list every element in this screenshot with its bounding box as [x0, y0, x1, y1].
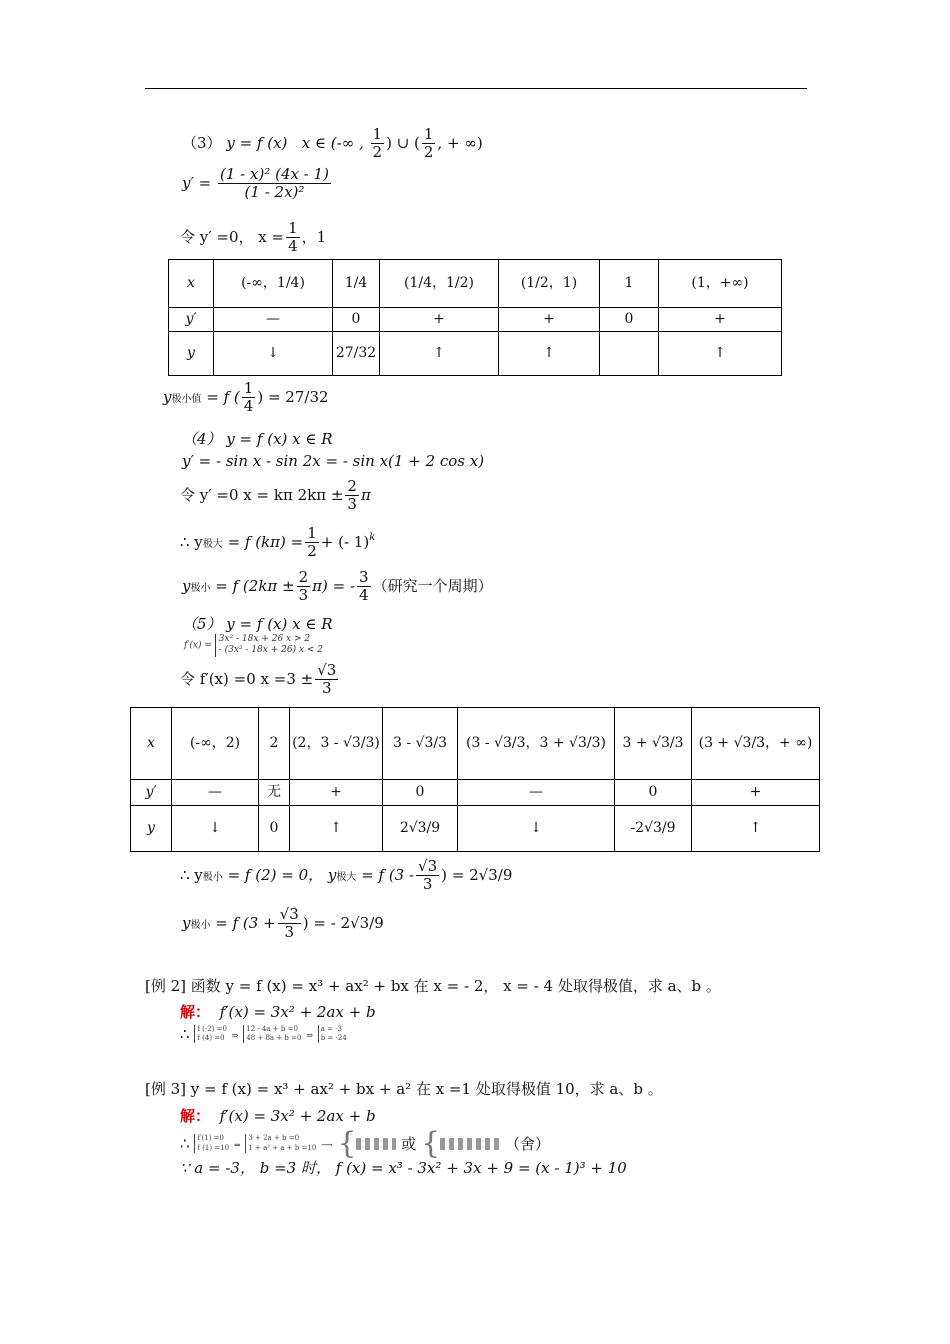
table-cell: 27/32 — [333, 332, 380, 376]
table-cell: + — [659, 308, 782, 332]
table-cell: (-∞，2) — [172, 708, 259, 780]
table-cell: (3 - √3/3，3 + √3/3) — [458, 708, 615, 780]
p4-critical-points: 令 y′ =0 x = kπ 2kπ ± $\frac{2}{3}$ π — [180, 477, 371, 514]
ex3-title: [例 3] y = f (x) = x³ + ax² + bx + a² 在 x =1 处取得极值 10，求 a、b 。 — [145, 1080, 663, 1098]
p5-piecewise: f′(x) = 3x² - 18x + 26 x > 2 - (3x² - 18x + 26) x < 2 — [184, 634, 324, 656]
table-cell: 0 — [615, 780, 692, 806]
table-cell: — — [458, 780, 615, 806]
table-cell: (1/4，1/2) — [380, 260, 499, 308]
p5-sign-table — [130, 707, 820, 852]
table-cell: — — [172, 780, 259, 806]
table-cell: (1/2，1) — [499, 260, 600, 308]
table-cell: y′ — [131, 780, 172, 806]
table-cell: (3 + √3/3，+ ∞) — [692, 708, 820, 780]
table-cell: ↓ — [458, 806, 615, 852]
table-cell: 2√3/9 — [383, 806, 458, 852]
ex3-solution: 解： f′(x) = 3x² + 2ax + b — [180, 1107, 376, 1125]
p3-sign-table — [168, 259, 782, 376]
faded-solution-1 — [356, 1138, 396, 1150]
p3-derivative: y′ = $\frac{\text{(1 - x)² (4x - 1)}}{\text{(1 - 2x)²}}$ — [182, 165, 329, 202]
table-cell: + — [692, 780, 820, 806]
p5-result-1: ∴ y极小 = f (2) = 0， y极大 = f (3 - $\frac{√3}{3}$ ) = 2√3/9 — [180, 857, 513, 894]
table-cell: (2，3 - √3/3) — [290, 708, 383, 780]
table-cell: 0 — [600, 308, 659, 332]
table-cell: + — [290, 780, 383, 806]
table-cell: ↑ — [380, 332, 499, 376]
table-cell: y′ — [169, 308, 214, 332]
table-cell: 3 - √3/3 — [383, 708, 458, 780]
table-cell: 0 — [259, 806, 290, 852]
table-cell: ↑ — [499, 332, 600, 376]
ex2-solution: 解： f′(x) = 3x² + 2ax + b — [180, 1003, 376, 1021]
table-cell: ↓ — [172, 806, 259, 852]
table-cell: + — [380, 308, 499, 332]
table-cell: x — [131, 708, 172, 780]
p5-critical-points: 令 f′(x) =0 x =3 ± $\frac{√3}{3}$ — [180, 661, 337, 698]
p3-minimum: y极小值 = f ( $\frac{1}{4}$ ) = 27/32 — [163, 379, 329, 416]
table-cell: y — [131, 806, 172, 852]
ex3-final: ∵ a = -3， b =3 时， f (x) = x³ - 3x² + 3x + 9 = (x - 1)³ + 10 — [180, 1159, 627, 1177]
ex3-system: ∴ f′(1) =0 f (1) =10 ⇒ 3 + 2a + b =0 1 + a² + a + b =10 ⟶ { 或 { （舍） — [180, 1126, 550, 1161]
p4-heading: （4） y = f (x) x ∈ R — [182, 430, 333, 448]
p3-heading: （3） y = f (x) x ∈ (-∞ , $\frac{1}{2}$ ) ∪ ( $\frac{1}{2}$ , + ∞) — [182, 125, 483, 162]
table-cell: + — [499, 308, 600, 332]
table-cell: x — [169, 260, 214, 308]
table-cell: ↑ — [692, 806, 820, 852]
p5-heading: （5） y = f (x) x ∈ R — [182, 615, 333, 633]
table-cell: 1/4 — [333, 260, 380, 308]
header-rule — [145, 88, 807, 89]
table-cell: (-∞，1/4) — [214, 260, 333, 308]
ex2-title: [例 2] 函数 y = f (x) = x³ + ax² + bx 在 x = - 2， x = - 4 处取得极值，求 a、b 。 — [145, 977, 721, 995]
table-cell: 2 — [259, 708, 290, 780]
brace-icon: { — [421, 1126, 441, 1161]
p3-critical-points: 令 y′ =0， x = $\frac{1}{4}$ ，1 — [180, 219, 327, 256]
table-cell: — — [214, 308, 333, 332]
faded-solution-2 — [440, 1138, 500, 1150]
table-cell — [600, 332, 659, 376]
table-cell: 1 — [600, 260, 659, 308]
table-cell: (1，+∞) — [659, 260, 782, 308]
table-cell: ↑ — [290, 806, 383, 852]
table-cell: 无 — [259, 780, 290, 806]
p4-maximum: ∴ y极大 = f (kπ) = $\frac{1}{2}$ + (- 1)$^k$ — [180, 524, 376, 561]
p4-minimum: y极小 = f (2kπ ± $\frac{2}{3}$ π) = - $\frac{3}{4}$ （研究一个周期） — [182, 568, 493, 605]
table-cell: y — [169, 332, 214, 376]
table-cell: ↓ — [214, 332, 333, 376]
ex2-system: ∴ f (-2) =0 f (4) =0 ⇒ 12 - 4a + b =0 48 + 8a + b =0 ⇒ a = -3 b = -24 — [180, 1024, 347, 1043]
table-cell: ↑ — [659, 332, 782, 376]
table-cell: 0 — [383, 780, 458, 806]
p4-derivative: y′ = - sin x - sin 2x = - sin x(1 + 2 cos x) — [182, 452, 485, 470]
table-cell: 3 + √3/3 — [615, 708, 692, 780]
table-cell: 0 — [333, 308, 380, 332]
brace-icon: { — [337, 1126, 357, 1161]
p5-result-2: y极小 = f (3 + $\frac{√3}{3}$ ) = - 2√3/9 — [182, 905, 384, 942]
table-cell: -2√3/9 — [615, 806, 692, 852]
